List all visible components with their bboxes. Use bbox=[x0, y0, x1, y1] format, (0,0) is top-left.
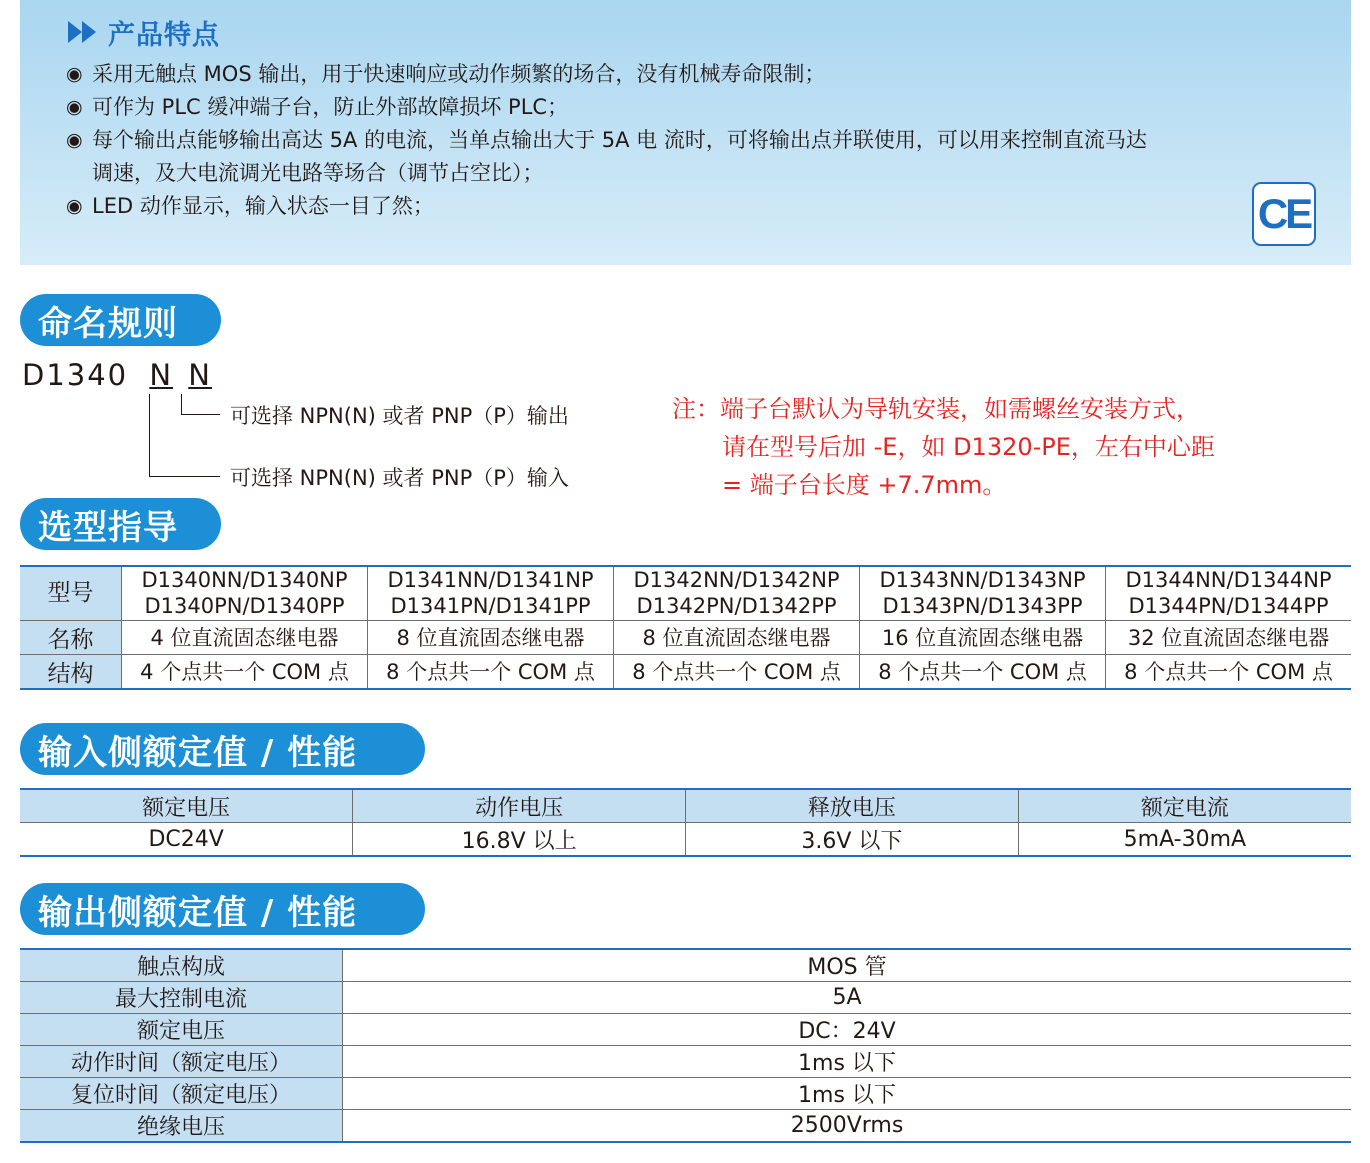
model-line: D1343PN/D1343PP bbox=[882, 594, 1083, 619]
feature-item bbox=[66, 124, 1216, 190]
table-row bbox=[20, 566, 1351, 620]
model-line: D1340NN/D1340NP bbox=[141, 568, 348, 593]
table-cell: MOS 管 bbox=[343, 949, 1352, 982]
input-description: 可选择 NPN(N) 或者 PNP（P）输入 bbox=[230, 466, 569, 490]
feature-item bbox=[66, 91, 1216, 124]
selection-table bbox=[20, 565, 1351, 690]
table-cell: DC24V bbox=[20, 823, 353, 857]
row-label: 结构 bbox=[20, 654, 122, 689]
table-row bbox=[20, 1014, 1351, 1046]
row-label: 最大控制电流 bbox=[20, 982, 343, 1014]
input-section-title: 输入侧额定值 / 性能 bbox=[20, 723, 425, 775]
table-cell: 32 位直流固态继电器 bbox=[1106, 620, 1351, 654]
feature-text: 可作为 PLC 缓冲端子台，防止外部故障损坏 PLC； bbox=[92, 95, 569, 119]
table-cell bbox=[860, 566, 1106, 620]
row-label: 名称 bbox=[20, 620, 122, 654]
table-cell: 2500Vrms bbox=[343, 1110, 1352, 1143]
double-arrow-icon bbox=[66, 19, 106, 45]
model-line: D1340PN/D1340PP bbox=[144, 594, 345, 619]
row-label: 动作时间（额定电压） bbox=[20, 1046, 343, 1078]
model-line: D1344PN/D1344PP bbox=[1128, 594, 1329, 619]
row-label: 型号 bbox=[20, 566, 122, 620]
table-row bbox=[20, 1046, 1351, 1078]
feature-item bbox=[66, 190, 1216, 223]
feature-text: LED 动作显示，输入状态一目了然； bbox=[92, 194, 434, 218]
row-label: 复位时间（额定电压） bbox=[20, 1078, 343, 1110]
selection-section-title: 选型指导 bbox=[20, 498, 221, 550]
feature-text: 采用无触点 MOS 输出，用于快速响应或动作频繁的场合，没有机械寿命限制； bbox=[92, 62, 826, 86]
output-description: 可选择 NPN(N) 或者 PNP（P）输出 bbox=[230, 404, 569, 428]
table-cell bbox=[368, 566, 614, 620]
table-cell bbox=[122, 566, 368, 620]
bullet-icon: ◉ bbox=[66, 129, 83, 151]
input-spec-table bbox=[20, 788, 1351, 857]
bullet-icon: ◉ bbox=[66, 63, 83, 85]
table-cell: 1ms 以下 bbox=[343, 1046, 1352, 1078]
table-cell: 16 位直流固态继电器 bbox=[860, 620, 1106, 654]
table-cell: 8 个点共一个 COM 点 bbox=[860, 654, 1106, 689]
features-heading bbox=[66, 14, 220, 50]
table-header-row bbox=[20, 789, 1351, 823]
table-cell: 8 位直流固态继电器 bbox=[614, 620, 860, 654]
table-row bbox=[20, 654, 1351, 689]
row-label: 额定电压 bbox=[20, 1014, 343, 1046]
model-code bbox=[22, 358, 212, 392]
table-row bbox=[20, 620, 1351, 654]
row-label: 绝缘电压 bbox=[20, 1110, 343, 1143]
input-code: N bbox=[149, 358, 174, 392]
mounting-note bbox=[672, 390, 1215, 504]
bullet-icon: ◉ bbox=[66, 195, 83, 217]
table-cell: 5mA-30mA bbox=[1018, 823, 1351, 857]
note-line: = 端子台长度 +7.7mm。 bbox=[722, 471, 1007, 499]
model-line: D1342NN/D1342NP bbox=[633, 568, 840, 593]
model-line: D1341NN/D1341NP bbox=[387, 568, 594, 593]
table-cell: 8 个点共一个 COM 点 bbox=[614, 654, 860, 689]
table-cell: 4 个点共一个 COM 点 bbox=[122, 654, 368, 689]
table-row bbox=[20, 949, 1351, 982]
naming-section-title: 命名规则 bbox=[20, 294, 221, 346]
table-cell: 4 位直流固态继电器 bbox=[122, 620, 368, 654]
note-line: 注：端子台默认为导轨安装，如需螺丝安装方式， bbox=[672, 395, 1200, 423]
table-cell: 3.6V 以下 bbox=[686, 823, 1019, 857]
table-cell: 8 个点共一个 COM 点 bbox=[368, 654, 614, 689]
table-cell: 1ms 以下 bbox=[343, 1078, 1352, 1110]
table-cell: 5A bbox=[343, 982, 1352, 1014]
output-section-title: 输出侧额定值 / 性能 bbox=[20, 883, 425, 935]
column-header: 释放电压 bbox=[686, 789, 1019, 823]
column-header: 动作电压 bbox=[353, 789, 686, 823]
table-row bbox=[20, 982, 1351, 1014]
model-line: D1341PN/D1341PP bbox=[390, 594, 591, 619]
output-code: N bbox=[188, 358, 212, 392]
table-cell: 16.8V 以上 bbox=[353, 823, 686, 857]
model-line: D1343NN/D1343NP bbox=[879, 568, 1086, 593]
features-list bbox=[66, 58, 1216, 223]
table-cell bbox=[614, 566, 860, 620]
column-header: 额定电压 bbox=[20, 789, 353, 823]
table-row bbox=[20, 1078, 1351, 1110]
ce-mark-icon: CE bbox=[1252, 182, 1316, 246]
bullet-icon: ◉ bbox=[66, 96, 83, 118]
table-cell: DC：24V bbox=[343, 1014, 1352, 1046]
input-connector bbox=[149, 394, 220, 477]
table-cell: 8 个点共一个 COM 点 bbox=[1106, 654, 1351, 689]
output-spec-table bbox=[20, 948, 1351, 1143]
feature-text: 每个输出点能够输出高达 5A 的电流，当单点输出大于 5A 电 流时，可将输出点并联使用，可以用来控制直流马达调速，及大电流调光电路等场合（调节占空比）； bbox=[92, 128, 1147, 185]
table-cell: 8 位直流固态继电器 bbox=[368, 620, 614, 654]
model-prefix: D1340 bbox=[22, 358, 129, 392]
features-title: 产品特点 bbox=[108, 19, 220, 51]
note-line: 请在型号后加 -E，如 D1320-PE，左右中心距 bbox=[722, 433, 1215, 461]
table-row bbox=[20, 823, 1351, 857]
model-line: D1342PN/D1342PP bbox=[636, 594, 837, 619]
table-cell bbox=[1106, 566, 1351, 620]
column-header: 额定电流 bbox=[1018, 789, 1351, 823]
row-label: 触点构成 bbox=[20, 949, 343, 982]
model-line: D1344NN/D1344NP bbox=[1125, 568, 1332, 593]
table-row bbox=[20, 1110, 1351, 1143]
feature-item bbox=[66, 58, 1216, 91]
